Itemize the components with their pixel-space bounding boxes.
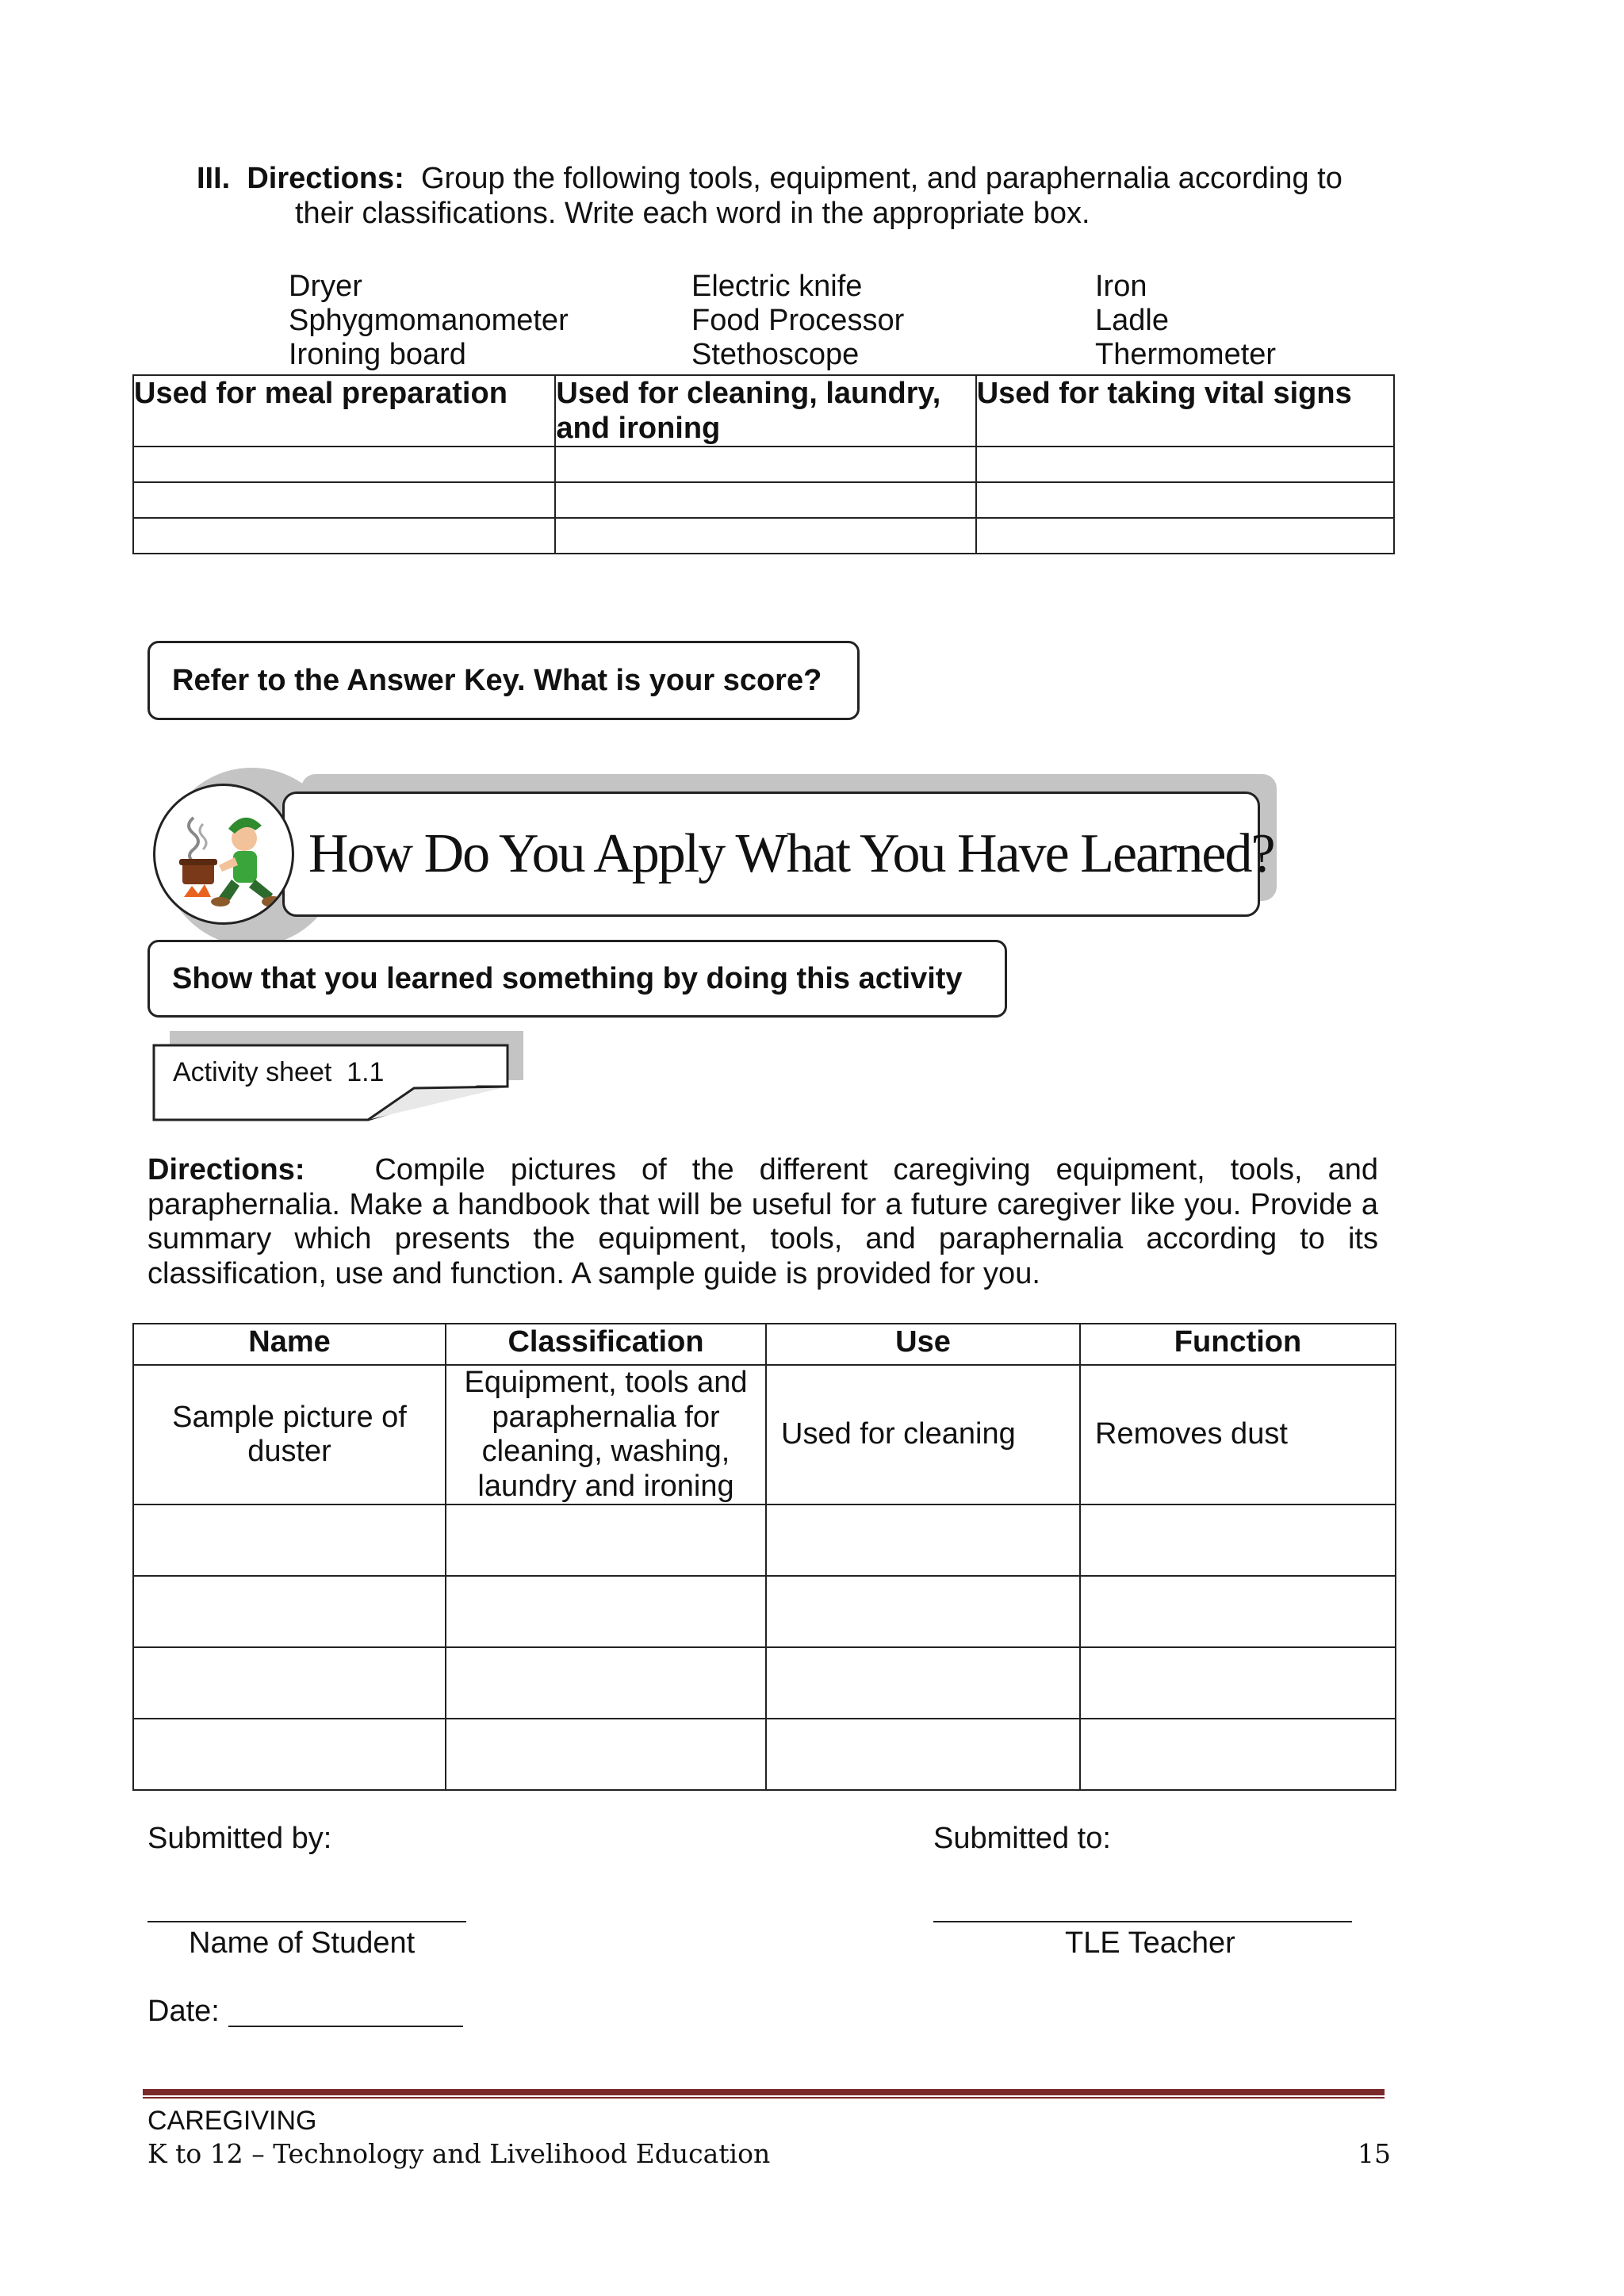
word-item: Iron [1095,270,1147,303]
table-row [133,1719,1396,1790]
entry-cell[interactable] [133,1719,446,1790]
activity-prompt-text: Show that you learned something by doing this activity [172,962,963,995]
header-classification: Classification [446,1324,766,1365]
table-row [133,518,1394,554]
sample-use: Used for cleaning [766,1365,1080,1504]
answer-cell[interactable] [133,518,555,554]
header-vital-signs: Used for taking vital signs [976,375,1394,447]
header-use: Use [766,1324,1080,1365]
word-item: Food Processor [691,304,905,337]
footer-rule [143,2089,1385,2095]
header-cleaning-laundry: Used for cleaning, laundry, and ironing [555,375,975,447]
table-header-row [133,375,1394,447]
header-name: Name [133,1324,446,1365]
word-item: Stethoscope [691,338,860,371]
caregiver-illustration-icon [153,784,294,925]
word-item: Dryer [289,270,362,303]
word-column-3 [1095,270,1276,372]
word-item: Thermometer [1095,338,1277,371]
header-function: Function [1080,1324,1396,1365]
entry-cell[interactable] [766,1504,1080,1576]
entry-cell[interactable] [133,1576,446,1647]
entry-cell[interactable] [1080,1576,1396,1647]
page-number: 15 [1358,2138,1391,2169]
answer-cell[interactable] [555,482,975,518]
sample-row [133,1365,1396,1504]
teacher-caption: TLE Teacher [1065,1926,1235,1960]
table-header-row [133,1324,1396,1365]
entry-cell[interactable] [446,1719,766,1790]
word-column-2 [691,270,904,372]
word-column-1 [289,270,569,372]
student-signature-line[interactable] [147,1921,466,1922]
teacher-signature-line[interactable] [933,1921,1352,1922]
footer-course: K to 12 – Technology and Livelihood Education [147,2138,771,2169]
answer-key-text: Refer to the Answer Key. What is your score? [172,664,822,697]
directions-text: Compile pictures of the different caregiving equipment, tools, and paraphernalia. Make a handbook that will be useful for a future caregiver like you. Provide a summary which presents the equipment, tools, and paraphernalia according to its classification, use and function. A sample guide is provided for you. [147,1153,1378,1290]
sample-classification: Equipment, tools and paraphernalia for cleaning, washing, laundry and ironing [446,1365,766,1504]
footer-rule-thin [143,2097,1385,2099]
word-item: Electric knife [691,270,863,303]
entry-cell[interactable] [446,1576,766,1647]
answer-cell[interactable] [976,447,1394,482]
submitted-by-label: Submitted by: [147,1822,332,1855]
section-number: III. [197,162,231,195]
answer-key-box [147,641,860,720]
answer-cell[interactable] [976,482,1394,518]
entry-cell[interactable] [1080,1647,1396,1719]
table-row [133,1576,1396,1647]
entry-cell[interactable] [1080,1719,1396,1790]
activity-prompt-box [147,940,1007,1018]
classification-table [132,374,1395,554]
entry-cell[interactable] [766,1719,1080,1790]
answer-cell[interactable] [555,518,975,554]
entry-cell[interactable] [446,1647,766,1719]
table-row [133,1647,1396,1719]
section-3-directions [197,161,1342,196]
date-line[interactable] [228,2026,463,2027]
date-label: Date: [147,1995,220,2028]
entry-cell[interactable] [446,1504,766,1576]
directions-paragraph [147,1153,1378,1291]
submitted-to-label: Submitted to: [933,1822,1111,1855]
directions-text-line2: their classifications. Write each word in the appropriate box. [295,197,1090,230]
directions-label: Directions: [147,1153,305,1186]
answer-cell[interactable] [133,482,555,518]
table-row [133,1504,1396,1576]
entry-cell[interactable] [766,1647,1080,1719]
entry-cell[interactable] [133,1647,446,1719]
table-row [133,447,1394,482]
banner-title: How Do You Apply What You Have Learned? [308,823,1274,884]
sample-name: Sample picture of duster [133,1365,446,1504]
student-caption: Name of Student [189,1926,416,1960]
header-meal-preparation: Used for meal preparation [133,375,555,447]
answer-cell[interactable] [976,518,1394,554]
directions-label: Directions: [247,162,404,195]
entry-cell[interactable] [766,1576,1080,1647]
word-item: Ironing board [289,338,466,371]
activity-sheet-label: Activity sheet 1.1 [173,1057,385,1087]
entry-cell[interactable] [1080,1504,1396,1576]
footer-subject: CAREGIVING [147,2106,317,2136]
answer-cell[interactable] [555,447,975,482]
word-item: Ladle [1095,304,1169,337]
entry-cell[interactable] [133,1504,446,1576]
table-row [133,482,1394,518]
sample-guide-table [132,1323,1396,1791]
word-item: Sphygmomanometer [289,304,569,337]
answer-cell[interactable] [133,447,555,482]
directions-text-line1: Group the following tools, equipment, and paraphernalia according to [420,162,1342,195]
section-banner [282,792,1274,917]
sample-function: Removes dust [1080,1365,1396,1504]
